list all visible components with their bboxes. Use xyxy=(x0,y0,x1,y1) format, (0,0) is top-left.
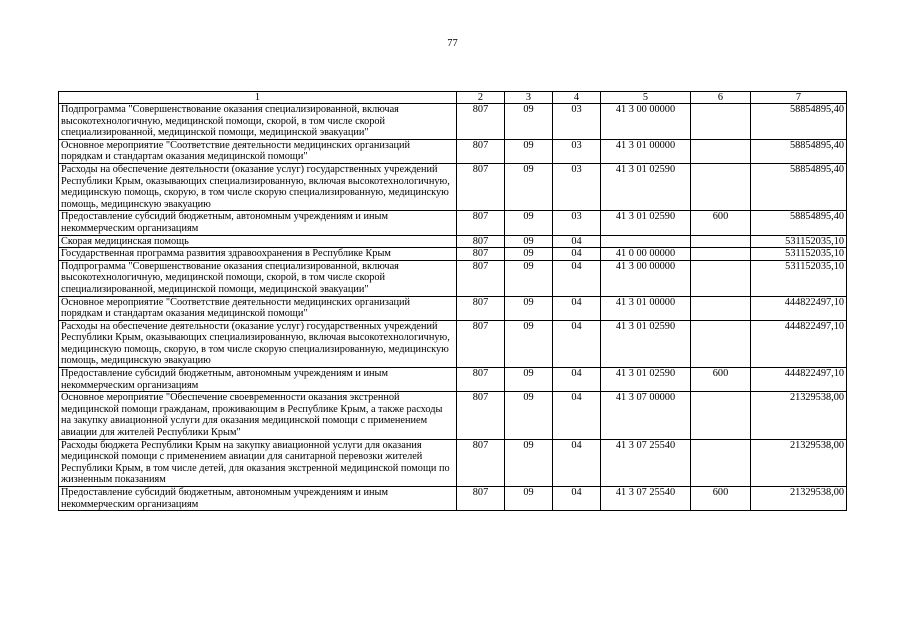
header-cell-3: 3 xyxy=(505,92,553,104)
row-target-article: 41 3 07 25540 xyxy=(601,487,691,511)
table-row xyxy=(59,260,847,296)
row-description: Основное мероприятие "Обеспечение своевременности оказания экстренной медицинской помощи гражданам, проживающим в Республике Крым, а также расходы на закупку авиационной услуги для оказания медицинской помощи с применением авиации для жителей Республики Крым" xyxy=(59,392,457,439)
header-cell-7: 7 xyxy=(751,92,847,104)
row-subsection: 04 xyxy=(553,260,601,296)
row-description: Предоставление субсидий бюджетным, автономным учреждениям и иным некоммерческим организациям xyxy=(59,368,457,392)
table-row xyxy=(59,211,847,235)
row-section: 09 xyxy=(505,392,553,439)
table-row xyxy=(59,139,847,163)
table-row xyxy=(59,392,847,439)
row-section: 09 xyxy=(505,487,553,511)
table-body xyxy=(59,104,847,511)
table-row xyxy=(59,296,847,320)
row-description: Предоставление субсидий бюджетным, автономным учреждениям и иным некоммерческим организациям xyxy=(59,487,457,511)
row-section: 09 xyxy=(505,439,553,486)
row-admin-code: 807 xyxy=(457,296,505,320)
row-expense-type xyxy=(691,104,751,140)
row-amount: 21329538,00 xyxy=(751,487,847,511)
row-admin-code: 807 xyxy=(457,487,505,511)
row-admin-code: 807 xyxy=(457,248,505,261)
row-amount: 21329538,00 xyxy=(751,392,847,439)
row-subsection: 04 xyxy=(553,368,601,392)
row-section: 09 xyxy=(505,368,553,392)
row-admin-code: 807 xyxy=(457,104,505,140)
row-amount: 531152035,10 xyxy=(751,260,847,296)
row-amount: 58854895,40 xyxy=(751,139,847,163)
row-description: Государственная программа развития здравоохранения в Республике Крым xyxy=(59,248,457,261)
row-expense-type xyxy=(691,248,751,261)
row-expense-type xyxy=(691,392,751,439)
header-cell-6: 6 xyxy=(691,92,751,104)
row-target-article: 41 3 01 02590 xyxy=(601,320,691,367)
row-description: Расходы бюджета Республики Крым на закупку авиационной услуги для оказания медицинской помощи с применением авиации для санитарной перевозки жителей Республики Крым, в том числе детей, для оказания экстренной медицинской помощи по жизненным показаниям xyxy=(59,439,457,486)
table-row xyxy=(59,487,847,511)
row-target-article: 41 3 01 02590 xyxy=(601,368,691,392)
row-section: 09 xyxy=(505,163,553,210)
row-subsection: 04 xyxy=(553,392,601,439)
row-target-article: 41 3 01 00000 xyxy=(601,139,691,163)
row-subsection: 03 xyxy=(553,163,601,210)
row-expense-type xyxy=(691,139,751,163)
row-amount: 531152035,10 xyxy=(751,235,847,248)
row-subsection: 03 xyxy=(553,139,601,163)
row-description: Расходы на обеспечение деятельности (оказание услуг) государственных учреждений Республики Крым, оказывающих специализированную, включая высокотехнологичную, медицинскую помощь, скорую, в том числе скорую специализированную, медицинскую помощь, медицинскую эвакуацию xyxy=(59,320,457,367)
row-admin-code: 807 xyxy=(457,163,505,210)
row-subsection: 04 xyxy=(553,296,601,320)
row-target-article: 41 3 00 00000 xyxy=(601,104,691,140)
row-admin-code: 807 xyxy=(457,320,505,367)
row-amount: 58854895,40 xyxy=(751,163,847,210)
row-admin-code: 807 xyxy=(457,211,505,235)
row-admin-code: 807 xyxy=(457,368,505,392)
row-admin-code: 807 xyxy=(457,139,505,163)
row-expense-type xyxy=(691,260,751,296)
row-section: 09 xyxy=(505,320,553,367)
table-row xyxy=(59,104,847,140)
table-header-row xyxy=(59,92,847,104)
row-amount: 444822497,10 xyxy=(751,296,847,320)
row-subsection: 04 xyxy=(553,320,601,367)
row-amount: 58854895,40 xyxy=(751,104,847,140)
row-target-article xyxy=(601,235,691,248)
row-section: 09 xyxy=(505,235,553,248)
row-description: Скорая медицинская помощь xyxy=(59,235,457,248)
row-amount: 444822497,10 xyxy=(751,368,847,392)
row-target-article: 41 0 00 00000 xyxy=(601,248,691,261)
row-description: Предоставление субсидий бюджетным, автономным учреждениям и иным некоммерческим организациям xyxy=(59,211,457,235)
row-expense-type xyxy=(691,296,751,320)
row-expense-type xyxy=(691,163,751,210)
row-subsection: 04 xyxy=(553,248,601,261)
row-amount: 444822497,10 xyxy=(751,320,847,367)
header-cell-5: 5 xyxy=(601,92,691,104)
header-cell-1: 1 xyxy=(59,92,457,104)
row-target-article: 41 3 07 00000 xyxy=(601,392,691,439)
row-subsection: 04 xyxy=(553,235,601,248)
row-section: 09 xyxy=(505,139,553,163)
row-section: 09 xyxy=(505,104,553,140)
row-subsection: 04 xyxy=(553,487,601,511)
row-description: Подпрограмма "Совершенствование оказания специализированной, включая высокотехнологичную, медицинской помощи, скорой, в том числе скорой специализированной, медицинской помощи, медицинской эвакуации" xyxy=(59,260,457,296)
table-row xyxy=(59,320,847,367)
row-target-article: 41 3 01 02590 xyxy=(601,163,691,210)
row-description: Расходы на обеспечение деятельности (оказание услуг) государственных учреждений Республики Крым, оказывающих специализированную, включая высокотехнологичную, медицинскую помощь, скорую, в том числе скорую специализированную, медицинскую помощь, медицинскую эвакуацию xyxy=(59,163,457,210)
row-section: 09 xyxy=(505,296,553,320)
row-target-article: 41 3 07 25540 xyxy=(601,439,691,486)
row-target-article: 41 3 01 00000 xyxy=(601,296,691,320)
row-subsection: 04 xyxy=(553,439,601,486)
row-expense-type xyxy=(691,235,751,248)
row-admin-code: 807 xyxy=(457,392,505,439)
row-admin-code: 807 xyxy=(457,260,505,296)
row-description: Подпрограмма "Совершенствование оказания специализированной, включая высокотехнологичную, медицинской помощи, скорой, в том числе скорой специализированной, медицинской помощи, медицинской эвакуации" xyxy=(59,104,457,140)
table-row xyxy=(59,235,847,248)
table-row xyxy=(59,248,847,261)
table-row xyxy=(59,439,847,486)
row-expense-type xyxy=(691,439,751,486)
row-section: 09 xyxy=(505,211,553,235)
row-expense-type: 600 xyxy=(691,487,751,511)
row-description: Основное мероприятие "Соответствие деятельности медицинских организаций порядкам и стандартам оказания медицинской помощи" xyxy=(59,296,457,320)
row-expense-type: 600 xyxy=(691,211,751,235)
row-target-article: 41 3 00 00000 xyxy=(601,260,691,296)
row-section: 09 xyxy=(505,248,553,261)
row-admin-code: 807 xyxy=(457,439,505,486)
header-cell-2: 2 xyxy=(457,92,505,104)
row-amount: 58854895,40 xyxy=(751,211,847,235)
row-amount: 21329538,00 xyxy=(751,439,847,486)
row-subsection: 03 xyxy=(553,211,601,235)
budget-table xyxy=(58,91,847,511)
row-description: Основное мероприятие "Соответствие деятельности медицинских организаций порядкам и стандартам оказания медицинской помощи" xyxy=(59,139,457,163)
row-subsection: 03 xyxy=(553,104,601,140)
row-target-article: 41 3 01 02590 xyxy=(601,211,691,235)
row-section: 09 xyxy=(505,260,553,296)
row-expense-type: 600 xyxy=(691,368,751,392)
table-row xyxy=(59,163,847,210)
row-admin-code: 807 xyxy=(457,235,505,248)
page-number: 77 xyxy=(447,38,458,49)
table-row xyxy=(59,368,847,392)
row-expense-type xyxy=(691,320,751,367)
header-cell-4: 4 xyxy=(553,92,601,104)
row-amount: 531152035,10 xyxy=(751,248,847,261)
